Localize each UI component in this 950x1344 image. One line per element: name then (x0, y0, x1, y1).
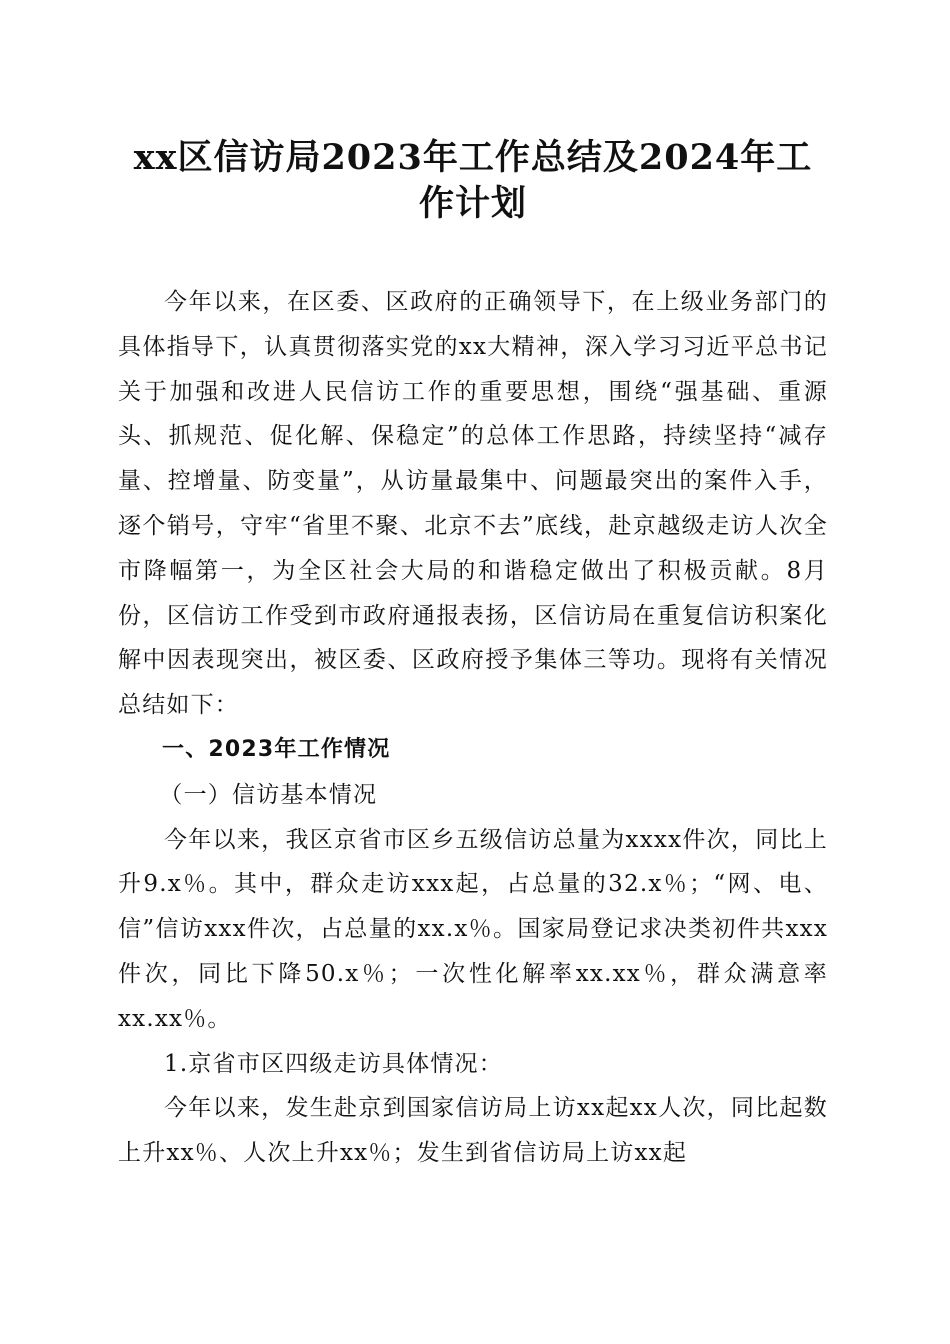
subsection-heading-1: （一）信访基本情况 (159, 781, 378, 808)
document-page (118, 0, 828, 1344)
section-heading-1: 一、2023年工作情况 (162, 736, 391, 762)
visit-detail-paragraph: 今年以来，发生赴京到国家信访局上访xx起xx人次，同比起数上升xx％、人次上升xx％；发生到省信访局上访xx起 (118, 1095, 828, 1167)
basic-situation-paragraph: 今年以来，我区京省市区乡五级信访总量为xxxx件次，同比上升9.x％。其中，群众走访xxx起，占总量的32.x％；“网、电、信”信访xxx件次，占总量的xx.x％。国家局登记求决类初件共xxx件次，同比下降50.x％；一次性化解率xx.xx％，群众满意率xx.xx％。 (118, 826, 828, 1032)
document-body (118, 280, 828, 1176)
list-item-heading: 1.京省市区四级走访具体情况： (164, 1050, 503, 1077)
intro-paragraph: 今年以来，在区委、区政府的正确领导下，在上级业务部门的具体指导下，认真贯彻落实党的xx大精神，深入学习习近平总书记关于加强和改进人民信访工作的重要思想，围绕“强基础、重源头、抓规范、促化解、保稳定”的总体工作思路，持续坚持“减存量、控增量、防变量”，从访量最集中、问题最突出的案件入手，逐个销号，守牢“省里不聚、北京不去”底线，赴京越级走访人次全市降幅第一，为全区社会大局的和谐稳定做出了积极贡献。8月份，区信访工作受到市政府通报表扬，区信访局在重复信访积案化解中因表现突出，被区委、区政府授予集体三等功。现将有关情况总结如下： (118, 289, 828, 719)
document-title: xx区信访局2023年工作总结及2024年工作计划 (133, 137, 813, 224)
